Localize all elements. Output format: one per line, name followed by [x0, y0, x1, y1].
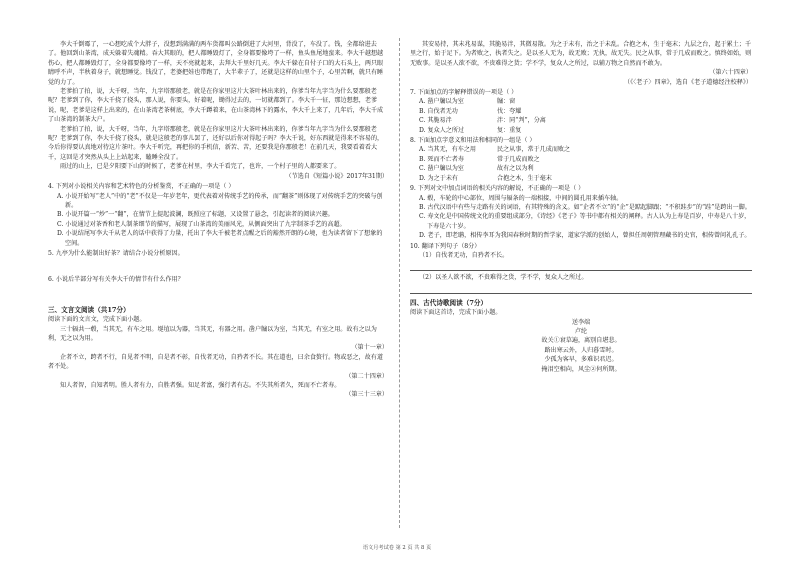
poem-line-2: 路出寒云外，人归暮雪时。 [544, 346, 618, 354]
page-footer: 语文月考试卷 第 2 页 共 8 页 [362, 545, 432, 551]
question-7-option-a [410, 97, 752, 106]
option-text: A. 凿户牖以为室 [419, 98, 464, 106]
question-6: 6. 小说后半部分写有关李大千的情节有什么作用？ [48, 276, 184, 284]
option-pair: 合抱之木，生于毫末 [497, 174, 552, 182]
classical-passage-4: 其安易持，其未兆易谋，其脆易泮，其微易散。为之于未有，治之于未乱。合抱之木，生于毫末；九层之台，起于累土；千里之行，始于足下。为者败之，执者失之。是以圣人无为，故无败；无执，故无失。民之从事，常于几成而败之。慎终如始，则无败事。是以圣人欲不欲，不贵难得之货；学不学，复众人之所过，以辅万物之自然而不敢为。 [410, 41, 752, 67]
chapter-tag-64: （第六十四章） [709, 69, 752, 77]
option-pair: 常于几成而败之 [497, 155, 540, 163]
question-7-stem: 7. 下面加点的字解释错误的一项是（ ） [410, 89, 518, 97]
poem-line-1: 故关①衰草遍，离别自堪悲。 [541, 337, 621, 345]
option-text: B. 自伐者无功 [419, 107, 458, 115]
answer-line-10-2[interactable] [410, 284, 752, 294]
left-column [48, 40, 388, 400]
chapter-tag-24: （第二十四章） [345, 372, 388, 380]
option-text: A. 当其无，有车之用 [419, 146, 477, 154]
column-divider [399, 38, 400, 528]
story-paragraph-3: 老爹拍了拍，说，大千呀，当年，九字塔那般老，就是在你家里这片大茶叶林出来的，你爹当年九字当为什么要那般老呢？老爹到了你，李大千挠了挠头，就是这般老的事儿罢了，还好以后你对得起子吗？李大千说，好东西就是得来不容易的，今后你得要认真地对待这片茶叶。李大千听完，再把你的手机信，新苦、苦，还要我是你那般老！在前几天，我要看着看大千，这回是才突然从头上上站起来，瞌睡全没了。 [48, 125, 384, 161]
question-7-option-b [410, 107, 752, 116]
story-paragraph-2: 老爹拍了拍，说，大千呀，当年，九字塔那般老，就是在你家里这片大茶叶林出来的，你爹当年九字当为什么要那般老呢？老爹到了你，李大千挠了挠头，那人说，你要头，好着呢，锄得过去的，一切就都到了。李大千一征，那边想想，老爹说，呢，老爹是这样上出来的，在山茶湾老茶树底，李大千蹲着来，在山茶湾林下的露水，李大千上来了，几年后，李大千成了山茶湾的制茶大户。 [48, 88, 384, 124]
chapter-tag-11: （第十一章） [351, 344, 388, 352]
answer-space-5[interactable] [48, 258, 388, 274]
question-8-option-a [410, 145, 752, 154]
option-gloss: 伐：夸耀 [497, 107, 522, 115]
poem-author: 卢纶 [574, 327, 588, 335]
story-paragraph-4: 雨过的山上，已是夕阳要下山的时候了，老爹在村里，李大千看完了，也许，一个村子里的人都要来了。 [60, 163, 341, 171]
option-gloss: 泮：同“判”，分离 [497, 117, 546, 125]
question-4-option-c: C. 小说通过对茶香和老人制茶细节的描写，展现了山茶湾的美丽风光，从侧面突出了九字制茶手艺的高超。 [57, 220, 346, 228]
question-10-sentence-2: （2）以圣人欲不欲，不贵难得之货，学不学，复众人之所过。 [419, 274, 588, 282]
option-gloss: 复：重复 [497, 126, 522, 134]
poem-title: 送李端 [571, 318, 591, 326]
section-3-instruction: 阅读下面的文言文，完成下面小题。 [48, 316, 146, 324]
option-text: D. 为之于未有 [419, 174, 459, 182]
question-5: 5. 九亭为什么能制出好茶？请结合小说分析原因。 [48, 249, 184, 257]
chapter-tag-33: （第三十三章） [345, 391, 388, 399]
question-8-option-c [410, 164, 752, 173]
question-8-stem: 8. 下面加点字意义和用法和相同的一组是（ ） [410, 137, 536, 145]
question-7-option-c [410, 116, 752, 125]
section-4-instruction: 阅读下面这首诗，完成下面小题。 [410, 309, 502, 317]
option-text: C. 其脆易泮 [419, 117, 452, 125]
option-pair: 民之从事，常于几成而败之 [497, 146, 571, 154]
answer-line-10-1[interactable] [410, 261, 752, 271]
option-text: C. 凿户牖以为室 [419, 165, 464, 173]
question-9-stem: 9. 下列对文中加点词语的相关内容的解说，不正确的一项是（ ） [410, 185, 585, 193]
question-9-option-a: A. 毂，车轮的中心部位，周围与辐条的一端相接，中间的圆孔用来插车轴。 [419, 194, 623, 202]
option-text: D. 复众人之所过 [419, 126, 465, 134]
question-8-option-d [410, 174, 752, 183]
question-4-stem: 4. 下列对小说相关内容和艺术特色的分析鉴赏，不正确的一项是（ ） [48, 183, 235, 191]
option-gloss: 牖：窗 [497, 98, 516, 106]
question-4-option-b: B. 小说开篇一“炒”一“翻”，在情节上提起波澜，既照应了标题，又设置了悬念，引起读者的阅读兴趣。 [57, 211, 334, 219]
classical-passage-2: 企者不立，跨者不行，自见者不明，自是者不彰，自伐者无功，自矜者不长。其在道也，曰余食赘行。物或恶之，故有道者不处。 [48, 353, 383, 371]
option-pair: 故有之以为利 [497, 165, 534, 173]
right-column [410, 40, 752, 374]
question-8-option-b [410, 155, 752, 164]
poem-line-4: 掩泪空相向，风尘②何所期。 [541, 365, 621, 373]
question-9-option-c: C. 寿文化是中国传统文化的重要组成部分，《诗经》《老子》等书中都有相关的阐释。古人认为上寿是百岁，中寿是八十岁，下寿是六十岁。 [419, 213, 751, 230]
classical-passage-3: 知人者智，自知者明。胜人者有力，自胜者强。知足者富，强行者有志。不失其所者久，死而不亡者寿。 [60, 382, 341, 389]
question-10-stem: 10. 翻译下列句子（8分） [410, 242, 481, 250]
answer-space-6[interactable] [48, 285, 388, 301]
question-9-option-d: D. 老子，即老聃，相传李耳为我国春秋时期的哲学家，道家学派的创始人，曾担任周朝管理藏书的史官，相传曾问礼孔子。 [419, 232, 751, 240]
poem-line-3: 少孤为客早，多难识君迟。 [544, 356, 618, 364]
question-4-option-d: D. 小说结尾写李大千从老人的话中获得了力量，托出了李大千被老者点醒之后的豁然开朗的心境，也为读者留下了想象的空间。 [57, 230, 383, 247]
classical-passage-1: 三十辐共一毂，当其无，有车之用。埏埴以为器，当其无，有器之用。凿户牖以为室，当其无，有室之用。故有之以为利，无之以为用。 [48, 325, 377, 342]
question-10-sentence-1: （1）自伐者无功，自矜者不长。 [419, 251, 509, 259]
classical-source: （《〈老子〉四章》，选自《老子道德经注校释》） [624, 78, 752, 86]
story-paragraph-1: 李大千倒霉了，一心想吃成个大胖子，没想到满满的两车货都叫公路倒进了大河里，背没了，车没了。钱，全都给进去了。他回到山茶湾，成天躲着失魂精。吞大其眼的，把人都睡毁灯了，全身都要像垮了一样，鱼头鱼尾地蛮来。李大千越想越伤心，把人都睡毁灯了，全身都要像垮了一样，天不亮就起来，去拜大千里好几天。李大千躲在自付子口的大石头上，两只眼睛呼不声，半秋着身子，就想睡觉。钱没了，老婆把娃也带跑了，大半辈子了，还就是这样的山里个子，心里苦啊，就只有睡觉的力了。 [48, 41, 384, 86]
question-9-option-b: B. 古代汉语中有些与走路有关的词语，有其特殊的含义。如“企者不立”的“企”是踮起脚跟；“不积跬步”的“跬”是跨出一脚。 [419, 203, 751, 211]
option-text: B. 死而不亡者寿 [419, 155, 464, 163]
section-4-title: 四、古代诗歌阅读（7分） [410, 298, 488, 307]
question-4-option-a: A. 小说开始写“老人”中的“老”不仅是一年岁老年，更代表着对传统手艺的传承，而“翻茶”则体现了对传统手艺的突破与创新。 [57, 192, 383, 209]
story-source: （节选自《短篇小说》2017年31期） [285, 172, 388, 180]
section-3-title: 三、文言文阅读（共17分） [48, 305, 130, 314]
question-7-option-d [410, 126, 752, 135]
